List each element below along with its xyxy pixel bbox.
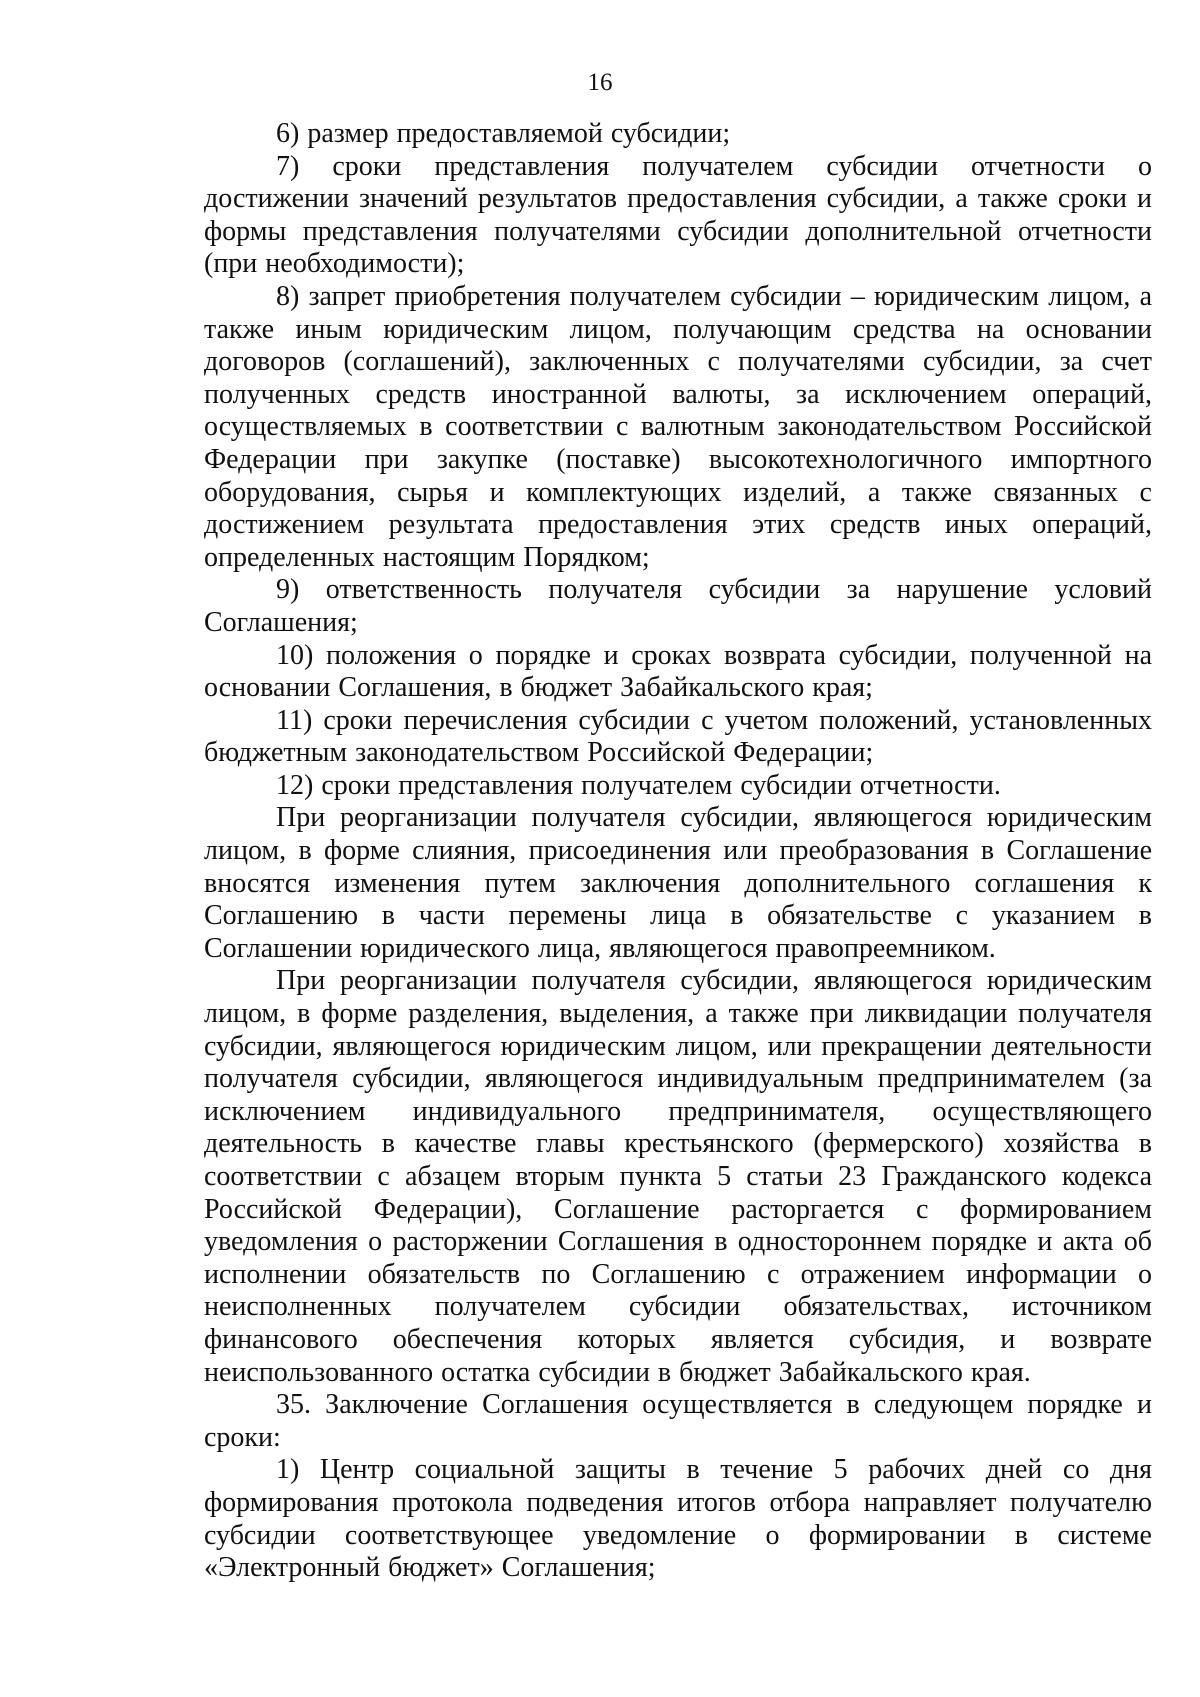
paragraph-item-9: 9) ответственность получателя субсидии за нарушение условий Соглашения; [204, 574, 1152, 638]
paragraph-reorganization-division: При реорганизации получателя субсидии, являющегося юридическим лицом, в форме разделения, выделения, а также при ликвидации получателя субсидии, являющегося юридическим лицом, или прекращении деятельности получателя субсидии, являющегося индивидуальным предпринимателем (за исключением индивидуального предпринимателя, осуществляющего деятельность в качестве главы крестьянского (фермерского) хозяйства в соответствии с абзацем вторым пункта 5 статьи 23 Гражданского кодекса Российской Федерации), Соглашение расторгается с формированием уведомления о расторжении Соглашения в одностороннем порядке и акта об исполнении обязательств по Соглашению с отражением информации о неисполненных получателем субсидии обязательствах, источником финансового обеспечения которых является субсидия, и возврате неиспользованного остатка субсидии в бюджет Забайкальского края. [204, 965, 1152, 1388]
paragraph-section-35: 35. Заключение Соглашения осуществляется в следующем порядке и сроки: [204, 1389, 1152, 1453]
paragraph-item-7: 7) сроки представления получателем субсидии отчетности о достижении значений результатов предоставления субсидии, а также сроки и формы представления получателями субсидии дополнительной отчетности (при необходимости); [204, 150, 1152, 280]
paragraph-item-8: 8) запрет приобретения получателем субсидии – юридическим лицом, а также иным юридическим лицом, получающим средства на основании договоров (соглашений), заключенных с получателями субсидии, за счет полученных средств иностранной валюты, за исключением операций, осуществляемых в соответствии с валютным законодательством Российской Федерации при закупке (поставке) высокотехнологичного импортного оборудования, сырья и комплектующих изделий, а также связанных с достижением результата предоставления этих средств иных операций, определенных настоящим Порядком; [204, 280, 1152, 573]
paragraph-item-6: 6) размер предоставляемой субсидии; [276, 118, 731, 149]
page-number: 16 [587, 69, 613, 96]
paragraph-item-12: 12) сроки представления получателем субсидии отчетности. [276, 769, 1001, 801]
document-body [204, 118, 1152, 1585]
paragraph-section-35-item-1: 1) Центр социальной защиты в течение 5 рабочих дней со дня формирования протокола подведения итогов отбора направляет получателю субсидии соответствующее уведомление о формировании в системе «Электронный бюджет» Соглашения; [204, 1454, 1152, 1584]
paragraph-reorganization-merger: При реорганизации получателя субсидии, являющегося юридическим лицом, в форме слияния, присоединения или преобразования в Соглашение вносятся изменения путем заключения дополнительного соглашения к Соглашению в части перемены лица в обязательстве с указанием в Соглашении юридического лица, являющегося правопреемником. [204, 802, 1152, 964]
paragraph-item-10: 10) положения о порядке и сроках возврата субсидии, полученной на основании Соглашения, в бюджет Забайкальского края; [204, 639, 1152, 704]
paragraph-item-11: 11) сроки перечисления субсидии с учетом положений, установленных бюджетным законодательством Российской Федерации; [204, 704, 1152, 769]
